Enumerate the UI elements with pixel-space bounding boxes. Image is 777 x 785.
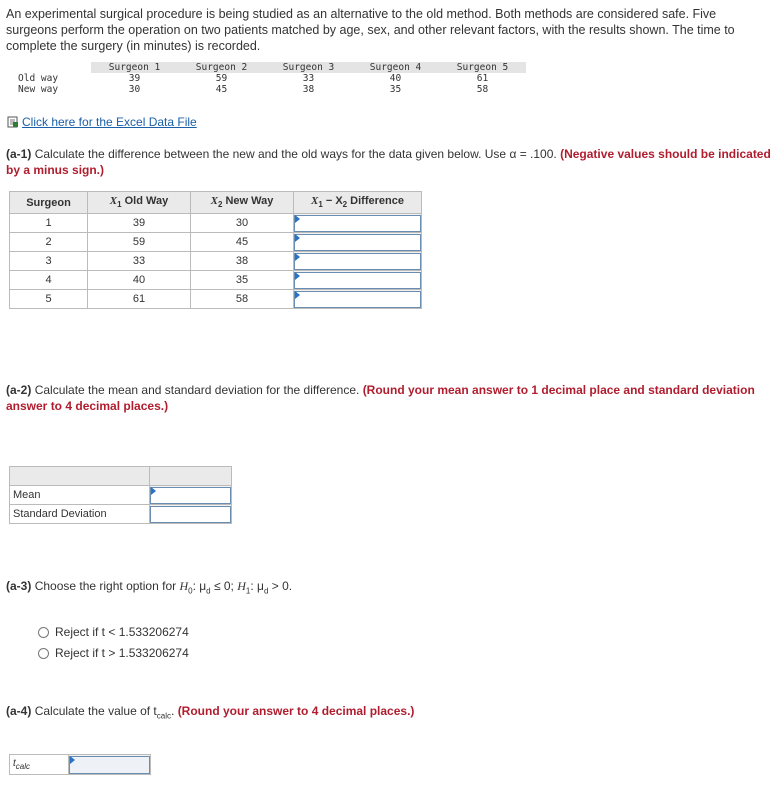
input-marker-icon xyxy=(295,253,300,261)
input-marker-icon xyxy=(295,215,300,223)
col-old-sub: 1 xyxy=(117,200,122,210)
input-marker-icon xyxy=(151,487,156,495)
new-value-1: 30 xyxy=(128,84,141,95)
mean-sd-corner xyxy=(10,467,150,486)
h0-sub: 0 xyxy=(188,586,193,596)
new-way-cell: 58 xyxy=(191,290,294,309)
a4-sub: calc xyxy=(156,711,171,721)
col-diff-mid: − X xyxy=(322,195,343,208)
mean-row xyxy=(10,486,232,505)
h0-tail: ≤ 0; xyxy=(210,579,238,593)
excel-link-text[interactable]: Click here for the Excel Data File xyxy=(22,115,197,129)
col-surgeon: Surgeon xyxy=(10,192,88,214)
old-way-cell: 39 xyxy=(88,214,191,233)
difference-cell xyxy=(294,271,422,290)
a1-label: (a-1) xyxy=(6,147,32,161)
col-diff-rest: Difference xyxy=(347,195,404,208)
table-row xyxy=(10,290,422,309)
mean-sd-header-cell xyxy=(150,467,232,486)
table-row xyxy=(10,271,422,290)
col-new-sub: 2 xyxy=(217,200,223,210)
a4-label: (a-4) xyxy=(6,704,32,718)
difference-table xyxy=(9,191,422,309)
a4-dot: . xyxy=(171,704,175,718)
new-way-cell: 38 xyxy=(191,252,294,271)
difference-table-header xyxy=(10,192,422,214)
problem-intro: An experimental surgical procedure is being studied as an alternative to the old method. Both methods are considered safe. Five surgeons perform the operation on two patients matched by age, sex, and other relevant factors, with the results shown. The time to complete the surgery (in minutes) is recorded. xyxy=(6,7,735,53)
new-way-cell: 45 xyxy=(191,233,294,252)
old-way-cell: 33 xyxy=(88,252,191,271)
question-a3 xyxy=(6,578,771,599)
data-row-old xyxy=(6,73,526,84)
data-header-5: Surgeon 5 xyxy=(439,62,526,73)
tcalc-row xyxy=(10,755,151,775)
row-label-old: Old way xyxy=(18,73,59,84)
col-diff-var1: X xyxy=(311,195,319,208)
old-value-5: 61 xyxy=(476,73,489,84)
data-header-3: Surgeon 3 xyxy=(265,62,352,73)
data-table-corner xyxy=(6,62,91,73)
input-marker-icon xyxy=(295,272,300,280)
mean-input[interactable] xyxy=(150,487,231,504)
new-value-5: 58 xyxy=(476,84,489,95)
old-way-cell: 61 xyxy=(88,290,191,309)
h0-d-sub: d xyxy=(206,586,211,596)
data-header-2: Surgeon 2 xyxy=(178,62,265,73)
surgeon-cell: 5 xyxy=(10,290,88,309)
col-diff-sub1: 1 xyxy=(318,200,323,210)
surgeon-cell: 4 xyxy=(10,271,88,290)
input-marker-icon xyxy=(295,234,300,242)
option-reject-less[interactable] xyxy=(38,625,189,639)
a4-note: (Round your answer to 4 decimal places.) xyxy=(177,704,415,718)
sd-cell xyxy=(150,505,232,524)
table-row xyxy=(10,252,422,271)
a3-text: Choose the right option for xyxy=(34,579,177,593)
old-way-cell: 59 xyxy=(88,233,191,252)
old-value-4: 40 xyxy=(389,73,402,84)
difference-cell xyxy=(294,252,422,271)
tcalc-table xyxy=(9,754,151,775)
new-way-cell: 35 xyxy=(191,271,294,290)
option-text: Reject if t < 1.533206274 xyxy=(55,625,189,639)
radio-icon[interactable] xyxy=(38,648,49,659)
col-old-way xyxy=(88,192,191,214)
data-row-new xyxy=(6,84,526,95)
a1-text: Calculate the difference between the new and the old ways for the data given below. Use α = .100. xyxy=(34,147,557,161)
col-diff-sub2: 2 xyxy=(342,200,348,210)
excel-file-icon xyxy=(7,116,19,128)
col-old-rest: Old Way xyxy=(121,195,169,208)
col-new-var: X xyxy=(210,195,218,208)
mean-sd-table xyxy=(9,466,232,524)
old-value-3: 33 xyxy=(302,73,315,84)
h0-symbol: H xyxy=(179,579,189,593)
a2-note: (Round your mean answer to 1 decimal place and standard deviation answer to 4 decimal places.) xyxy=(6,383,755,413)
tcalc-input[interactable] xyxy=(69,756,150,774)
tcalc-label xyxy=(10,755,69,775)
question-a1 xyxy=(6,146,771,178)
new-value-3: 38 xyxy=(302,84,315,95)
surgeon-cell: 1 xyxy=(10,214,88,233)
sd-input[interactable] xyxy=(150,506,231,523)
new-way-cell: 30 xyxy=(191,214,294,233)
h0-rest: : μ xyxy=(192,579,207,593)
h1-rest: : μ xyxy=(250,579,264,593)
surgeon-data-table xyxy=(6,62,526,95)
option-reject-greater[interactable] xyxy=(38,646,189,660)
question-a4 xyxy=(6,703,771,724)
difference-input-1[interactable] xyxy=(294,215,421,232)
h1-d-sub: d xyxy=(263,586,269,596)
mean-sd-header-row xyxy=(10,467,232,486)
surgeon-cell: 2 xyxy=(10,233,88,252)
tcalc-label-sub: calc xyxy=(15,762,31,771)
old-way-cell: 40 xyxy=(88,271,191,290)
old-value-1: 39 xyxy=(128,73,141,84)
mean-label: Mean xyxy=(10,486,150,505)
col-difference xyxy=(294,192,422,214)
a3-label: (a-3) xyxy=(6,579,32,593)
difference-input-2[interactable] xyxy=(294,234,421,251)
difference-cell xyxy=(294,233,422,252)
sd-row xyxy=(10,505,232,524)
difference-cell xyxy=(294,290,422,309)
a2-text: Calculate the mean and standard deviation for the difference. xyxy=(34,383,360,397)
h1-sub: 1 xyxy=(245,586,251,596)
data-header-4: Surgeon 4 xyxy=(352,62,439,73)
a4-text: Calculate the value of t xyxy=(34,704,157,718)
option-text: Reject if t > 1.533206274 xyxy=(55,646,189,660)
h1-symbol: H xyxy=(237,579,246,593)
new-value-4: 35 xyxy=(389,84,402,95)
data-table-header-row xyxy=(6,62,526,73)
surgeon-cell: 3 xyxy=(10,252,88,271)
input-marker-icon xyxy=(70,756,75,764)
radio-icon[interactable] xyxy=(38,627,49,638)
excel-data-link[interactable] xyxy=(7,115,197,129)
mean-cell xyxy=(150,486,232,505)
difference-input-5[interactable] xyxy=(294,291,421,308)
old-value-2: 59 xyxy=(215,73,228,84)
a1-note: (Negative values should be indicated by a minus sign.) xyxy=(6,147,771,177)
a2-label: (a-2) xyxy=(6,383,32,397)
tcalc-label-text: t xyxy=(13,758,16,769)
col-new-rest: New Way xyxy=(222,195,274,208)
col-old-var: X xyxy=(109,195,118,208)
difference-input-4[interactable] xyxy=(294,272,421,289)
input-marker-icon xyxy=(295,291,300,299)
difference-cell xyxy=(294,214,422,233)
question-a2 xyxy=(6,382,771,414)
new-value-2: 45 xyxy=(215,84,228,95)
table-row xyxy=(10,214,422,233)
h1-tail: > 0. xyxy=(268,579,293,593)
tcalc-cell xyxy=(69,755,151,775)
table-row xyxy=(10,233,422,252)
col-new-way xyxy=(191,192,294,214)
sd-label: Standard Deviation xyxy=(10,505,150,524)
data-header-1: Surgeon 1 xyxy=(91,62,178,73)
row-label-new: New way xyxy=(18,84,59,95)
difference-input-3[interactable] xyxy=(294,253,421,270)
